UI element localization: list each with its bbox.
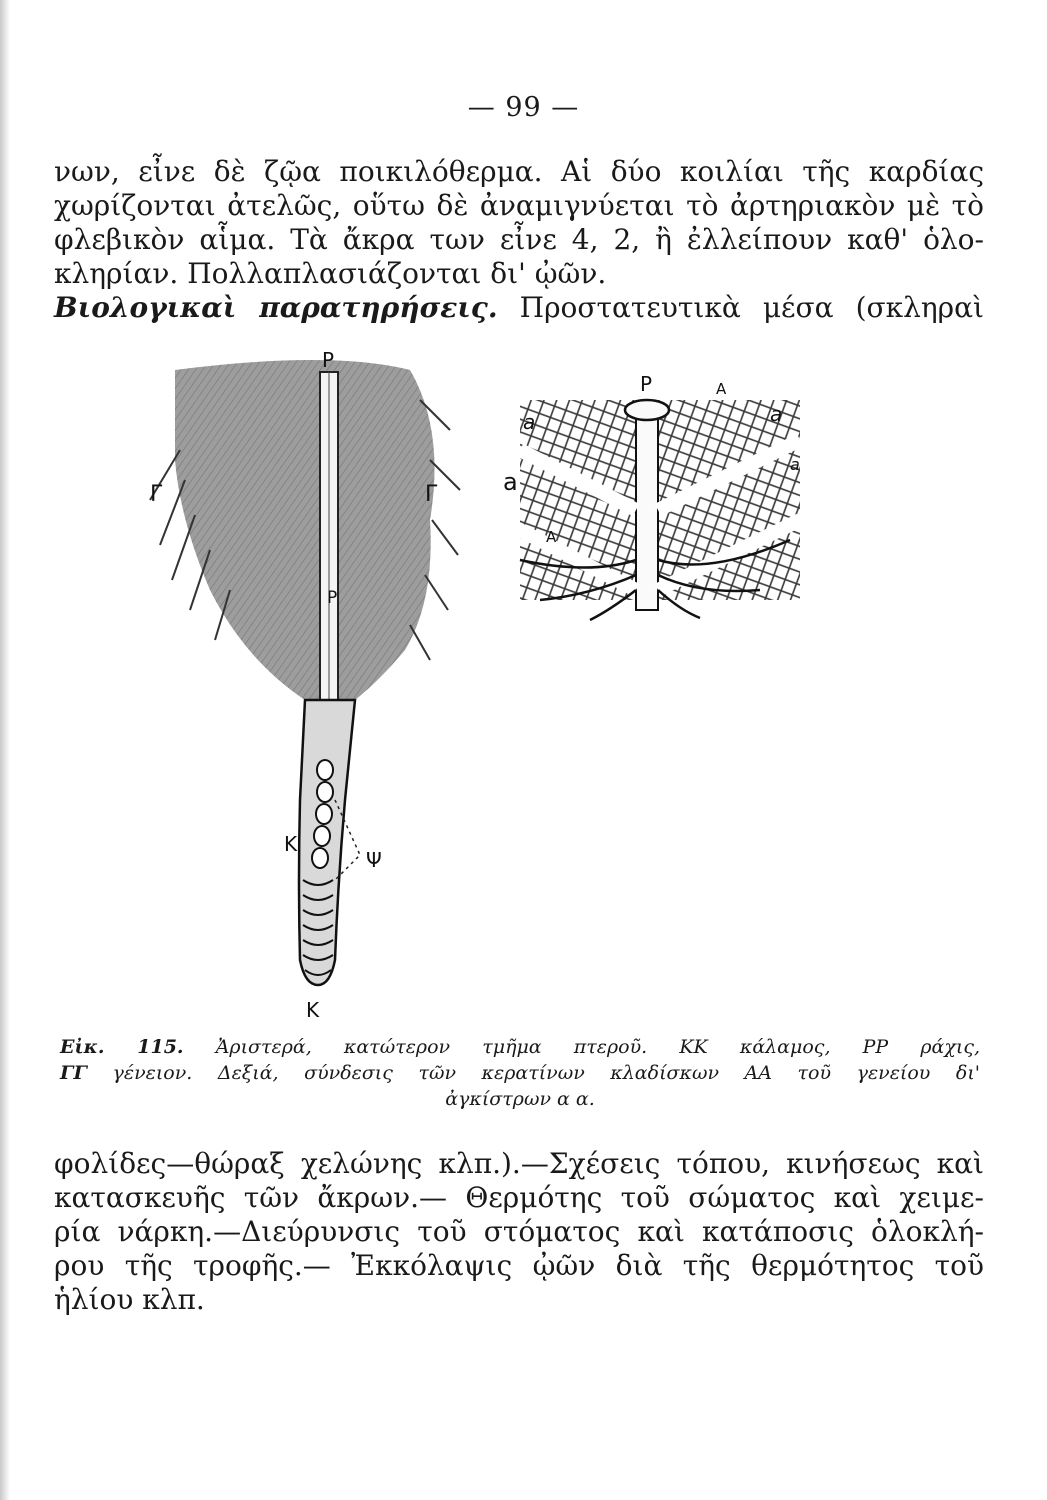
label-p-right: P: [640, 372, 653, 396]
text-line: φολίδες—θώραξ χελώνης κλπ.).—Σχέσεις τόπου, κινήσεως καὶ: [54, 1147, 984, 1180]
caption-text: Ἀριστερά, κατώτερον τμῆμα πτεροῦ. ΚΚ κάλαμος, ΡΡ ράχις,: [215, 1036, 980, 1058]
label-gamma-right: Γ: [425, 482, 438, 507]
label-p-mid: P: [327, 588, 338, 608]
caption-line: ἀγκίστρων α α.: [445, 1088, 595, 1110]
label-k-upper: K: [284, 832, 298, 856]
feather-right-illustration: [520, 400, 800, 620]
caption-gamma: ΓΓ: [60, 1062, 87, 1084]
label-a-cap-upper: A: [716, 380, 727, 398]
caption-line: [60, 1034, 980, 1060]
label-k-lower: K: [306, 998, 320, 1022]
text-line: ρου τῆς τροφῆς.— Ἐκκόλαψις ᾠῶν διὰ τῆς θερμότητος τοῦ: [54, 1249, 984, 1282]
text-line: φλεβικὸν αἷμα. Τὰ ἄκρα των εἶνε 4, 2, ἢ ἐλλείπουν καθ' ὁλο-: [54, 223, 984, 256]
text-line: κληρίαν. Πολλαπλασιάζονται δι' ᾠῶν.: [54, 257, 607, 290]
text-line: ρία νάρκη.—Διεύρυνσις τοῦ στόματος καὶ κατάποσις ὁλοκλή-: [54, 1215, 984, 1248]
caption-text: γένειον. Δεξιά, σύνδεσις τῶν κερατίνων κλαδίσκων ΑΑ τοῦ γενείου δι': [112, 1062, 980, 1084]
caption-line: [60, 1060, 980, 1086]
text-line: ἡλίου κλπ.: [54, 1283, 205, 1316]
label-a-4: a: [503, 468, 518, 496]
label-psi: Ψ: [366, 848, 382, 872]
section-heading: Βιολογικαὶ παρατηρήσεις.: [54, 291, 498, 324]
feather-left-illustration: [150, 360, 460, 985]
text-line: κατασκευῆς τῶν ἄκρων.— Θερμότης τοῦ σώματος καὶ χειμε-: [54, 1181, 984, 1214]
text-line-rest: Προστατευτικὰ μέσα (σκληραὶ: [519, 291, 985, 324]
label-a-1: a: [523, 410, 536, 434]
figure-caption: [60, 1034, 980, 1112]
label-a-2: a: [770, 402, 783, 426]
text-line: χωρίζονται ἀτελῶς, οὕτω δὲ ἀναμιγνύεται τὸ ἀρτηριακὸν μὲ τὸ: [54, 189, 984, 222]
label-p-top: P: [322, 348, 335, 372]
text-line: νων, εἶνε δὲ ζῷα ποικιλόθερμα. Αἱ δύο κοιλίαι τῆς καρδίας: [54, 155, 984, 188]
page-number: — 99 —: [467, 92, 580, 123]
label-gamma-left: Γ: [150, 482, 163, 507]
caption-figure-number: Εἰκ. 115.: [60, 1036, 184, 1058]
label-a-3: a: [790, 455, 800, 474]
paragraph-bottom: [54, 1147, 984, 1317]
label-a-cap-lower: A: [546, 528, 557, 546]
